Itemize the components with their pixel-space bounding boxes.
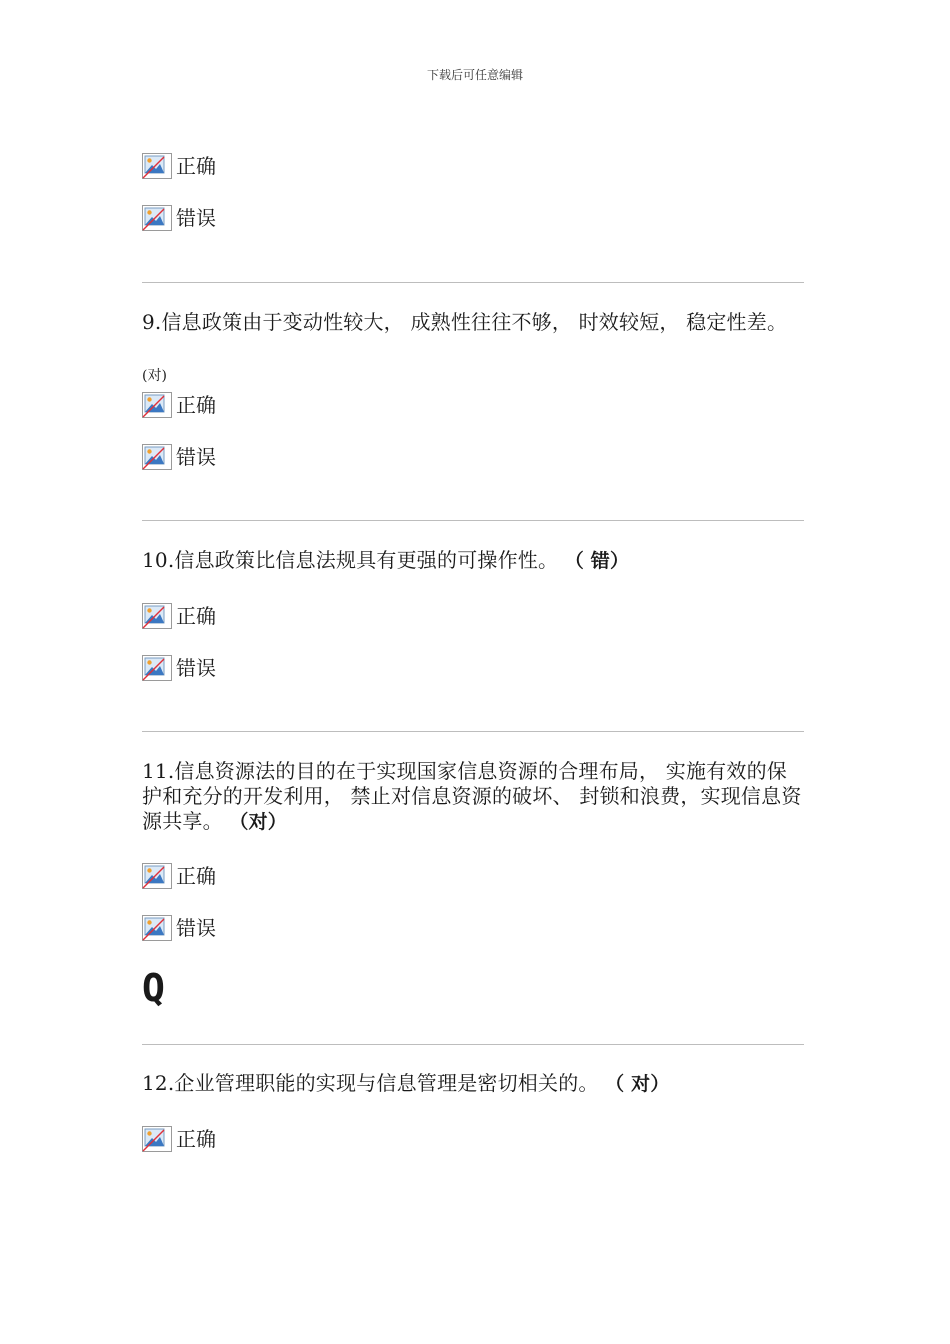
option-wrong[interactable]: [142, 654, 216, 682]
divider: [142, 520, 804, 521]
question-10-text: [142, 548, 804, 574]
question-12-text: [142, 1071, 804, 1097]
question-9-note: (对): [142, 368, 167, 384]
question-answer: （ 错）: [564, 550, 630, 572]
question-answer: （对）: [229, 811, 287, 833]
broken-image-icon: [142, 444, 172, 470]
divider: [142, 282, 804, 283]
page-header: 下载后可任意编辑: [426, 68, 523, 82]
option-correct[interactable]: [142, 1125, 216, 1153]
broken-image-icon: [142, 153, 172, 179]
option-label: 正确: [176, 154, 216, 178]
option-label: 正确: [176, 864, 216, 888]
option-label: 正确: [176, 604, 216, 628]
option-correct[interactable]: [142, 391, 216, 419]
option-label: 错误: [176, 445, 216, 469]
option-wrong[interactable]: [142, 443, 216, 471]
option-wrong[interactable]: [142, 914, 216, 942]
stray-mark: Q: [142, 966, 165, 1010]
option-wrong[interactable]: [142, 204, 216, 232]
option-correct[interactable]: [142, 602, 216, 630]
broken-image-icon: [142, 863, 172, 889]
option-label: 错误: [176, 916, 216, 940]
question-text: 9.信息政策由于变动性较大， 成熟性往往不够， 时效较短， 稳定性差。: [142, 310, 788, 334]
broken-image-icon: [142, 603, 172, 629]
option-correct[interactable]: [142, 862, 216, 890]
divider: [142, 731, 804, 732]
question-text: 10.信息政策比信息法规具有更强的可操作性。: [142, 548, 559, 572]
question-answer: （ 对）: [605, 1073, 670, 1095]
broken-image-icon: [142, 392, 172, 418]
broken-image-icon: [142, 915, 172, 941]
question-text: 12.企业管理职能的实现与信息管理是密切相关的。: [142, 1071, 599, 1095]
broken-image-icon: [142, 205, 172, 231]
question-9-text: [142, 310, 804, 335]
broken-image-icon: [142, 655, 172, 681]
question-11-text: [142, 759, 804, 835]
divider: [142, 1044, 804, 1045]
option-correct[interactable]: [142, 152, 216, 180]
broken-image-icon: [142, 1126, 172, 1152]
option-label: 正确: [176, 1127, 216, 1151]
option-label: 正确: [176, 393, 216, 417]
option-label: 错误: [176, 206, 216, 230]
question-text: 11.信息资源法的目的在于实现国家信息资源的合理布局， 实施有效的保护和充分的开发利用， 禁止对信息资源的破坏、 封锁和浪费，实现信息资源共享。: [142, 759, 802, 833]
option-label: 错误: [176, 656, 216, 680]
